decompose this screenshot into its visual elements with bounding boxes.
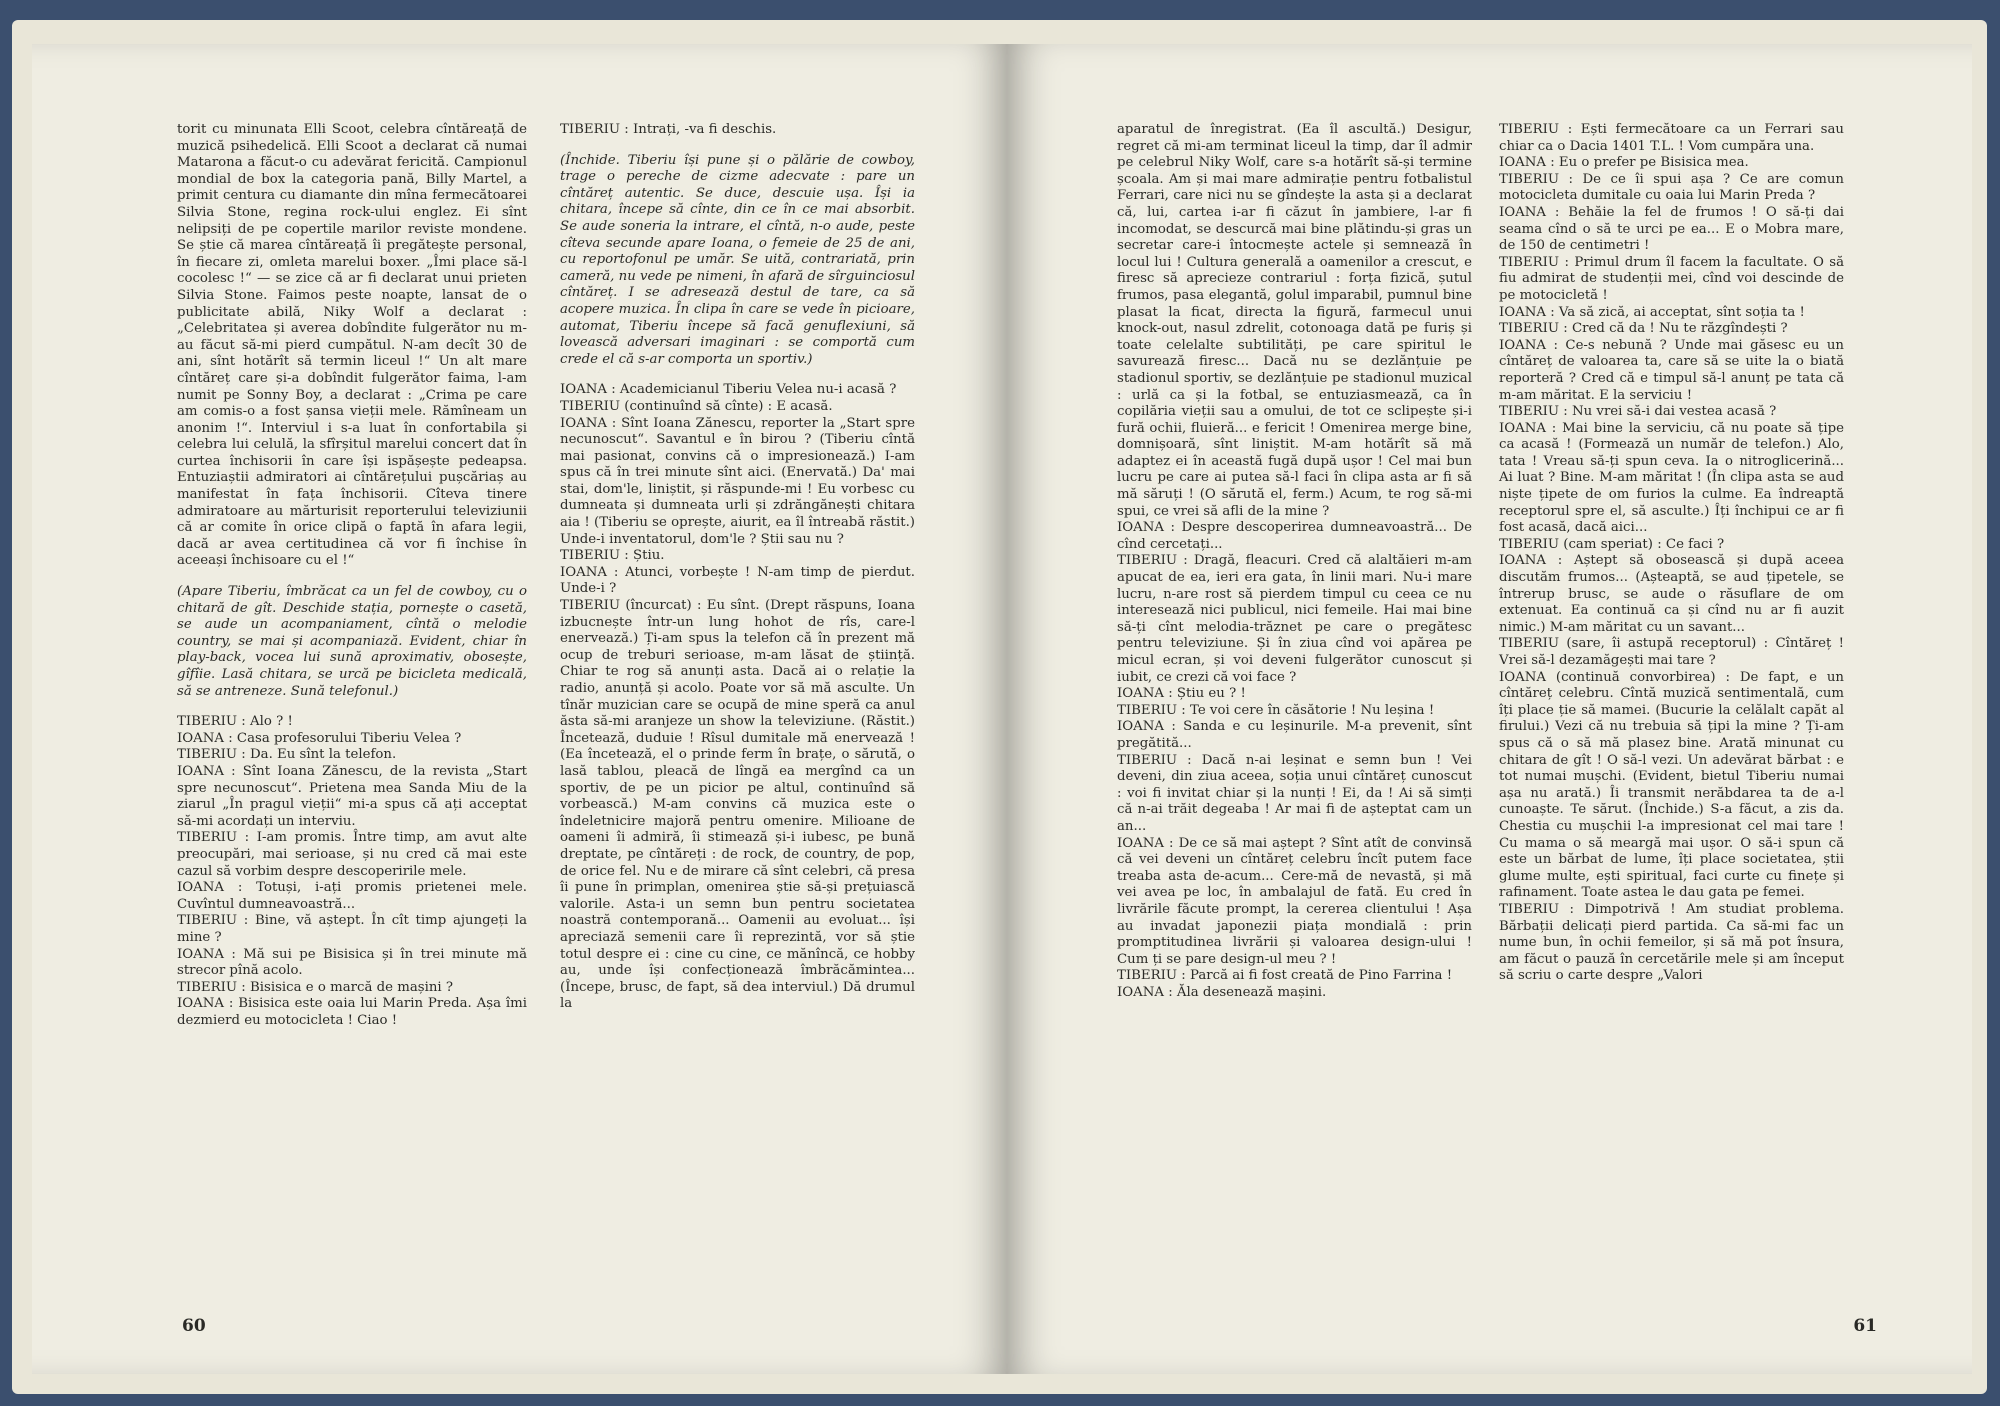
stage-direction: (Apare Tiberiu, îmbrăcat ca un fel de cowboy, cu o chitară de gît. Deschide stația, pornește o casetă, se aude un acompaniament, cîntă o melodie country, se mai și acompaniază. Evident, chiar în play-back, vocea lui sună aproximativ, obosește, gîfîie. Lasă chitara, se urcă pe bicicleta medicală, să se antreneze. Sună telefonul.) (177, 584, 527, 699)
right-page-column-1 (1117, 122, 1472, 1001)
dialogue-line: TIBERIU (sare, îi astupă receptorul) : Cîntăreț ! Vrei să-l dezamăgești mai tare ? (1499, 636, 1844, 668)
left-page-column-1 (177, 122, 527, 1029)
dialogue-line: IOANA : Sînt Ioana Zănescu, reporter la „Start spre necunoscut“. Savantul e în birou ? (Tiberiu cîntă mai pasionat, convins că o impresionează.) I-am spus că în trei minute sînt aici. (Enervată.) Da' mai stai, dom'le, liniștit, și răspunde-mi ! Eu vorbesc cu dumneata și dumneata urli și zdrăngănești chitara aia ! (Tiberiu se oprește, aiurit, ea îl întreabă răstit.) Unde-i inventatorul, dom'le ? Știi sau nu ? (560, 415, 915, 547)
left-page-column-2 (560, 122, 915, 1013)
dialogue-line: IOANA : Totuși, i-ați promis prietenei mele. Cuvîntul dumneavoastră... (177, 880, 527, 912)
dialogue-line: TIBERIU (cam speriat) : Ce faci ? (1499, 536, 1725, 552)
dialogue-line: IOANA : Sanda e cu leșinurile. M-a prevenit, sînt pregătită... (1117, 719, 1472, 751)
dialogue-line: IOANA : Știu eu ? ! (1117, 686, 1246, 702)
dialogue-line: TIBERIU : Bisisica e o marcă de mașini ? (177, 979, 453, 995)
left-page (32, 44, 1007, 1374)
dialogue-line: TIBERIU : Intrați, -va fi deschis. (560, 122, 777, 137)
dialogue-line: IOANA : Mai bine la serviciu, că nu poate să țipe ca acasă ! (Formează un număr de telefon.) Alo, tata ! Vreau să-ți spun ceva. Ia o nitroglicerină... Ai luat ? Bine. M-am măritat ! (În clipa asta se aud niște țipete de om furios la culme. Ea îndreaptă receptorul spre el, să asculte.) Îți închipui ce ar fi fost acasă, dacă aici... (1499, 420, 1844, 536)
dialogue-line: IOANA : De ce să mai aștept ? Sînt atît de convinsă că vei deveni un cîntăreț celebru încît putem face treaba asta de-acum... Cere-mă de nevastă, și mă vei avea pe loc, în ambalajul de fată. Eu cred în livrările făcute prompt, la cererea clientului ! Așa au invadat japonezii piața mondială : prin promptitudinea livrării și valoarea design-ului ! Cum ți se pare design-ul meu ? ! (1117, 835, 1472, 967)
right-page (1007, 44, 1972, 1374)
dialogue-line: IOANA : Sînt Ioana Zănescu, de la revista „Start spre necunoscut“. Prietena mea Sanda Miu de la ziarul „În pragul vieții“ mi-a spus că ați acceptat să-mi acordați un interviu. (177, 763, 527, 829)
dialogue-line: TIBERIU : Dimpotrivă ! Am studiat problema. Bărbații delicați pierd partida. Ca să-mi fac un nume bun, în ochii femeilor, și să mă pot însura, am făcut o pauză în cercetările mele și am început să scriu o carte despre „Valori (1499, 901, 1844, 984)
dialogue-line: TIBERIU : Da. Eu sînt la telefon. (177, 747, 397, 763)
dialogue-line: IOANA : Mă sui pe Bisisica și în trei minute mă strecor pînă acolo. (177, 946, 527, 979)
dialogue-line: TIBERIU : De ce îi spui așa ? Ce are comun motocicleta dumitale cu oaia lui Marin Preda ? (1499, 171, 1844, 204)
dialogue-line: TIBERIU : Știu. (560, 548, 665, 564)
dialogue-line: IOANA : Ce-s nebună ? Unde mai găsesc eu un cîntăreț de valoarea ta, care să se uite la o biată reporteră ? Cred că e timpul să-l anunț pe tata că m-am măritat. E la serviciu ! (1499, 337, 1844, 403)
dialogue-line: TIBERIU : I-am promis. Între timp, am avut alte preocupări, mai serioase, și nu cred că mai este cazul să vorbim despre descoperirile mele. (177, 830, 527, 879)
dialogue-line: IOANA : Ăla desenează mașini. (1117, 984, 1327, 1000)
dialogue-line: TIBERIU : Te voi cere în căsătorie ! Nu leșina ! (1117, 702, 1435, 718)
dialogue-line: TIBERIU : Dacă n-ai leșinat e semn bun ! Vei deveni, din ziua aceea, soția unui cîntăreț cunoscut : voi fi invitat chiar și la nunți ! Ei, da ! Ai să simți că n-ai trăit degeaba ! Ar mai fi de așteptat cam un an... (1117, 752, 1472, 834)
right-page-column-2 (1499, 122, 1844, 985)
stage-direction: (Închide. Tiberiu își pune și o pălărie de cowboy, trage o pereche de cizme adecvate : pare un cîntăreț autentic. Se duce, descuie ușa. Își ia chitara, începe să cînte, din ce în ce mai absorbit. Se aude soneria la intrare, el cîntă, n-o aude, peste cîteva secunde apare Ioana, o femeie de 25 de ani, cu reportofonul pe umăr. Se uită, contrariată, prin cameră, nu vede pe nimeni, în afară de sîrguinciosul cîntăreț. I se adresează destul de tare, ca să acopere muzica. În clipa în care se vede în picioare, automat, Tiberiu începe să facă genuflexiuni, să lovească adversari imaginari : se comportă cum crede el că s-ar comporta un sportiv.) (560, 152, 915, 367)
dialogue-line: IOANA : Va să zică, ai acceptat, sînt soția ta ! (1499, 304, 1805, 320)
dialogue-line: IOANA (continuă convorbirea) : De fapt, e un cîntăreț celebru. Cîntă muzică sentimentală, cum îți place ție să mamei. (Bucurie la celălalt capăt al firului.) Vezi că nu trebuia să țipi la mine ? Ți-am spus că o să mă plasez bine. Arată minunat cu chitara de gît ! O să-l vezi. Un adevărat bărbat : e tot numai mușchi. (Evident, bietul Tiberiu numai așa nu arată.) Îi transmit nerăbdarea ta de a-l cunoaște. Te sărut. (Închide.) S-a făcut, a zis da. Chestia cu mușchii l-a impresionat cel mai tare ! Cu mama o să meargă mai ușor. O să-i spun că este un bărbat de lume, îți place societatea, știi glume multe, ești spiritual, faci curte cu finețe și rafinament. Toate astea le dau gata pe femei. (1499, 669, 1844, 901)
dialogue-line: IOANA : Behăie la fel de frumos ! O să-ți dai seama cînd o să te urci pe ea... E o Mobra mare, de 150 de centimetri ! (1499, 204, 1844, 254)
dialogue-line: TIBERIU (continuînd să cînte) : E acasă. (560, 398, 833, 414)
dialogue-line: TIBERIU : Ești fermecătoare ca un Ferrari sau chiar ca o Dacia 1401 T.L. ! Vom cumpăra una. (1499, 122, 1844, 154)
page-number: 60 (182, 1316, 206, 1336)
dialogue-line: TIBERIU : Parcă ai fi fost creată de Pino Farrina ! (1117, 968, 1453, 984)
page-number: 61 (1853, 1316, 1877, 1336)
dialogue-line: TIBERIU : Primul drum îl facem la facultate. O să fiu admirat de studenții mei, cînd voi descinde de pe motocicletă ! (1499, 254, 1844, 303)
dialogue-line: TIBERIU : Alo ? ! (177, 714, 293, 730)
paragraph: torit cu minunata Elli Scoot, celebra cîntăreață de muzică psihedelică. Elli Scoot a declarat că numai Matarona a făcut-o cu adevărat fericită. Campionul mondial de box la categoria pană, Billy Martel, a primit centura cu diamante din mîna fermecătoarei Silvia Stone, regina rock-ului englez. Ei sînt nelipsiți de pe copertile marilor reviste mondene. Se știe că marea cîntăreață îi pregătește personal, în fiecare zi, omleta marelui boxer. „Îmi place să-l cocolesc !“ — se zice că ar fi declarat unui prieten Silvia Stone. Faimos peste noapte, lansat de o publicitate abilă, Niky Wolf a declarat : „Celebritatea și averea dobîndite fulgerător nu m-au făcut să-mi pierd cumpătul. N-am decît 30 de ani, sînt hotărît să termin liceul !“ Un alt mare cîntăreț care și-a dobîndit fulgerător faima, l-am numit pe Sonny Boy, a declarat : „Crima pe care am comis-o a fost șansa vieții mele. Rămîneam un anonim !“. Interviul i s-a luat în confortabila și celebra lui celulă, la sfîrșitul marelui concert dat în curtea închisorii în care își ispășește pedeapsa. Entuziaștii admiratori ai cîntărețului pușcăriaș au manifestat în fața închisorii. Cîteva tinere admiratoare au mărturisit reporterului televiziunii că ar comite în orice clipă o faptă în afara legii, dacă ar avea certitudinea că vor fi închise în aceeași închisoare cu el !“ (177, 122, 527, 569)
dialogue-line: IOANA : Atunci, vorbește ! N-am timp de pierdut. Unde-i ? (560, 564, 915, 597)
dialogue-line: IOANA : Casa profesorului Tiberiu Velea ? (177, 730, 462, 746)
dialogue-line: aparatul de înregistrat. (Ea îl ascultă.) Desigur, regret că mi-am terminat liceul la timp, dar îl admir pe celebrul Niky Wolf, care s-a hotărît să-și termine școala. Am și mai mare admirație pentru fotbalistul Ferrari, care nici nu se gîndește la asta și a declarat că, lui, cartea i-ar fi căzut în jambiere, l-ar fi incomodat, se descurcă mai bine plătindu-și gras un secretar care-i întocmește actele și semnează în locul lui ! Cultura generală a oamenilor a crescut, e firesc să aprecieze contrariul : forța fizică, șutul frumos, pasa elegantă, golul imparabil, pumnul bine plasat la ficat, directa la figură, farmecul unui knock-out, nasul zdrelit, cotonoaga dată pe furiș și toate celelalte subtilități, pe care spiritul le savurează firesc... Dacă nu se dezlănțuie pe stadionul sportiv, se dezlănțuie pe stadionul muzical : urlă ca și la fotbal, se entuziasmează, ca în copilăria vieții sau a omului, de tot ce sclipește și-i fură ochii, fluieră... e fericit ! Omenirea merge bine, domnișoară, sînt liniștit. M-am hotărît să mă adaptez ei în această fugă după ușor ! Cel mai bun lucru pe care ai putea să-l faci în clipa asta ar fi să mă săruți ! (O sărută el, ferm.) Acum, te rog să-mi spui, ce vrei să afli de la mine ? (1117, 122, 1472, 519)
dialogue-line: TIBERIU : Bine, vă aștept. În cît timp ajungeți la mine ? (177, 913, 527, 945)
dialogue-line: IOANA : Aștept să obosească și după aceea discutăm frumos... (Așteaptă, se aud țipetele, se întrerup brusc, se aude o răsuflare de om extenuat. Ea continuă ca și cînd nu ar fi auzit nimic.) M-am măritat cu un savant... (1499, 553, 1844, 635)
dialogue-line: IOANA : Eu o prefer pe Bisisica mea. (1499, 155, 1749, 171)
dialogue-line: TIBERIU : Dragă, fleacuri. Cred că alaltăieri m-am apucat de ea, ieri era gata, în linii mari. Nu-i mare lucru, n-are rost să pierdem timpul cu ceea ce nu interesează nici publicul, nici femeile. Hai mai bine să-ți cînt melodia-trăznet pe care o pregătesc pentru televiziune. Și în ziua cînd voi apărea pe micul ecran, și voi deveni fulgerător cunoscut și iubit, ce crezi că voi face ? (1117, 553, 1472, 685)
book-spread (12, 20, 1987, 1394)
dialogue-line: TIBERIU (încurcat) : Eu sînt. (Drept răspuns, Ioana izbucnește într-un lung hohot de rîs, care-l enervează.) Ți-am spus la telefon că în prezent mă ocup de treburi serioase, m-am lăsat de știință. Chiar te rog să anunți asta. Dacă ai o relație la radio, anunță și acolo. Poate vor să mă asculte. Un tînăr muzician care se ocupă de mine speră ca anul ăsta să-mi aranjeze un show la televiziune. (Răstit.) Încetează, duduie ! Rîsul dumitale mă enervează ! (Ea încetează, el o prinde ferm în brațe, o sărută, o lasă tablou, pleacă de lîngă ea mergînd ca un sportiv, de pe un picior pe altul, continuînd să vorbească.) M-am convins că muzica este o îndeletnicire majoră pentru omenire. Milioane de oameni îi admiră, îi stimează și-i iubesc, pe bună dreptate, pe cîntăreți : de rock, de country, de pop, de orice fel. Nu e de mirare că sînt celebri, că presa îi pune în primplan, omenirea știe să-și prețuiască valorile. Asta-i un semn bun pentru societatea noastră contemporană... Oamenii au evoluat... își apreciază semenii care îi reprezintă, vor să știe totul despre ei : cine cu cine, ce mănîncă, ce hobby au, unde își confecționează îmbrăcămintea... (Începe, brusc, de fapt, să dea interviul.) Dă drumul la (560, 598, 915, 1012)
dialogue-line: IOANA : Despre descoperirea dumneavoastră... De cînd cercetați... (1117, 520, 1472, 552)
dialogue-line: TIBERIU : Nu vrei să-i dai vestea acasă ? (1499, 404, 1777, 420)
dialogue-line: IOANA : Academicianul Tiberiu Velea nu-i acasă ? (560, 382, 897, 398)
dialogue-line: TIBERIU : Cred că da ! Nu te răzgîndești ? (1499, 321, 1788, 337)
dialogue-line: IOANA : Bisisica este oaia lui Marin Preda. Așa îmi dezmierd eu motocicleta ! Ciao ! (177, 996, 527, 1028)
